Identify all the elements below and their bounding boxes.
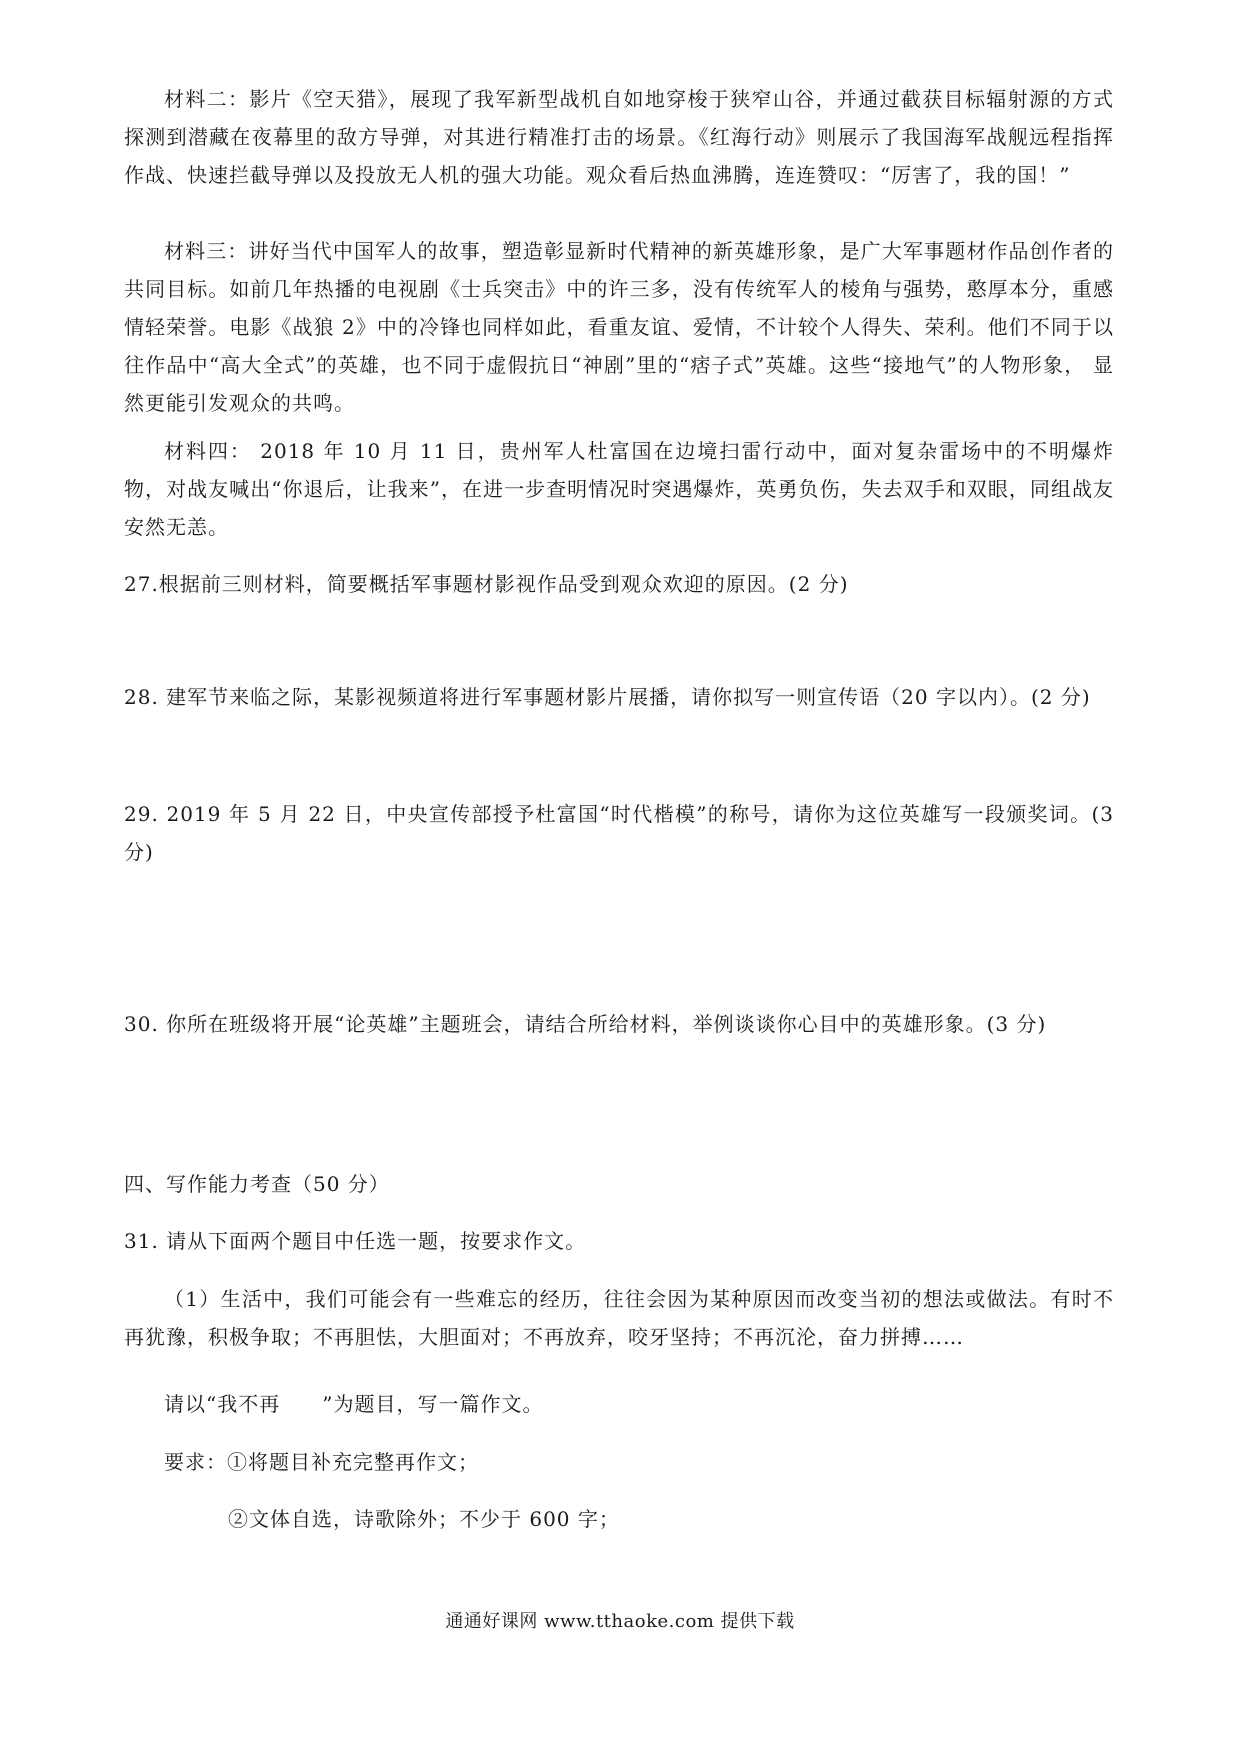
question-29: 29. 2019 年 5 月 22 日，中央宣传部授予杜富国“时代楷模”的称号，请你为这位英雄写一段颁奖词。(3 分) [124,802,1114,864]
writing-option-1: （1）生活中，我们可能会有一些难忘的经历，往往会因为某种原因而改变当初的想法或做法。有时不再犹豫，积极争取；不再胆怯，大胆面对；不再放弃，咬牙坚持；不再沉沦，奋力拼搏…… [124,1287,1114,1349]
section-title-writing: 四、写作能力考查（50 分） [124,1172,390,1196]
writing-topic: 请以“我不再 ”为题目，写一篇作文。 [164,1392,544,1416]
question-31: 31. 请从下面两个题目中任选一题，按要求作文。 [124,1229,587,1253]
question-27: 27.根据前三则材料，简要概括军事题材影视作品受到观众欢迎的原因。(2 分) [124,572,849,596]
writing-requirement-2: ②文体自选，诗歌除外；不少于 600 字； [228,1507,620,1531]
question-30: 30. 你所在班级将开展“论英雄”主题班会，请结合所给材料，举例谈谈你心目中的英雄形象。(3 分) [124,1012,1047,1036]
page-footer: 通通好课网 www.tthaoke.com 提供下载 [445,1611,795,1632]
material-four: 材料四： 2018 年 10 月 11 日，贵州军人杜富国在边境扫雷行动中，面对复杂雷场中的不明爆炸物，对战友喊出“你退后，让我来”，在进一步查明情况时突遇爆炸，英勇负伤，失去双手和双眼，同组战友安然无恙。 [124,439,1114,539]
question-28: 28. 建军节来临之际，某影视频道将进行军事题材影片展播，请你拟写一则宣传语（20 字以内）。(2 分) [124,685,1091,709]
writing-requirement-1: 要求：①将题目补充完整再作文； [164,1450,479,1474]
material-two: 材料二：影片《空天猎》，展现了我军新型战机自如地穿梭于狭窄山谷，并通过截获目标辐射源的方式探测到潜藏在夜幕里的敌方导弹，对其进行精准打击的场景。《红海行动》则展示了我国海军战舰远程指挥作战、快速拦截导弹以及投放无人机的强大功能。观众看后热血沸腾，连连赞叹：“厉害了，我的国！” [124,87,1114,187]
material-three: 材料三：讲好当代中国军人的故事，塑造彰显新时代精神的新英雄形象，是广大军事题材作品创作者的共同目标。如前几年热播的电视剧《士兵突击》中的许三多，没有传统军人的棱角与强势，憨厚本分，重感情轻荣誉。电影《战狼 2》中的冷锋也同样如此，看重友谊、爱情，不计较个人得失、荣利。他们不同于以往作品中“高大全式”的英雄，也不同于虚假抗日“神剧”里的“痞子式”英雄。这些“接地气”的人物形象， 显然更能引发观众的共鸣。 [124,239,1114,415]
